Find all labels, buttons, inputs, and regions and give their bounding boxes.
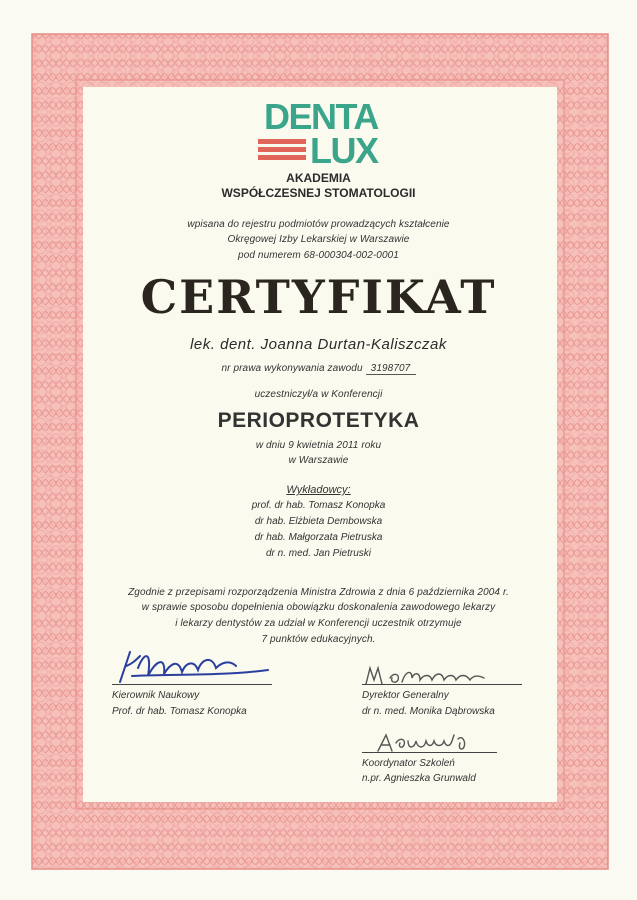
- event-date: w dniu 9 kwietnia 2011 roku: [255, 440, 382, 451]
- signature-role-training: Koordynator Szkoleń: [362, 758, 455, 769]
- license-line: [0, 363, 637, 375]
- signature-name-general: dr n. med. Monika Dąbrowska: [362, 706, 495, 717]
- event-city: w Warszawie: [288, 455, 349, 466]
- signature-line: [362, 752, 497, 753]
- logo-bar: [258, 147, 306, 152]
- signature-scientific-director: [112, 646, 272, 688]
- event-title: PERIOPROTETYKA: [217, 409, 420, 432]
- lecturer-name: prof. dr hab. Tomasz Konopka: [251, 500, 386, 511]
- recipient-name: lek. dent. Joanna Durtan-Kaliszczak: [190, 336, 447, 353]
- registration-line-2: Okręgowej Izby Lekarskiej w Warszawie: [227, 234, 410, 245]
- regulation-line-4: 7 punktów edukacyjnych.: [261, 634, 376, 645]
- logo-bar: [258, 155, 306, 160]
- regulation-line-3: i lekarzy dentystów za udział w Konferencji uczestnik otrzymuje: [175, 618, 462, 629]
- dentalux-logo: [258, 96, 408, 171]
- academy-line-1: AKADEMIA: [286, 171, 351, 185]
- signature-line: [112, 684, 272, 685]
- lecturer-name: dr n. med. Jan Pietruski: [265, 548, 372, 559]
- license-number: 3198707: [366, 363, 416, 375]
- signature-name-scientific: Prof. dr hab. Tomasz Konopka: [112, 706, 247, 717]
- academy-line-2: WSPÓŁCZESNEJ STOMATOLOGII: [221, 186, 416, 200]
- signature-role-general: Dyrektor Generalny: [362, 690, 449, 701]
- signature-role-scientific: Kierownik Naukowy: [112, 690, 200, 701]
- regulation-line-1: Zgodnie z przepisami rozporządzenia Ministra Zdrowia z dnia 6 października 2004 r.: [128, 587, 509, 598]
- lecturers-heading: Wykładowcy:: [286, 484, 351, 496]
- participation-text: uczestniczył/a w Konferencji: [254, 389, 383, 400]
- lecturer-name: dr hab. Małgorzata Pietruska: [254, 532, 383, 543]
- lecturer-name: dr hab. Elżbieta Dembowska: [254, 516, 383, 527]
- certificate-title: CERTYFIKAT: [140, 270, 497, 324]
- logo-text-lux: LUX: [310, 130, 378, 171]
- regulation-line-2: w sprawie sposobu dopełnienia obowiązku doskonalenia zawodowego lekarzy: [141, 602, 496, 613]
- signature-name-training: n.pr. Agnieszka Grunwald: [362, 773, 476, 784]
- signature-training-coordinator: [374, 731, 474, 753]
- registration-line-1: wpisana do rejestru podmiotów prowadzących kształcenie: [187, 219, 450, 230]
- signature-line: [362, 684, 522, 685]
- logo-text-denta: DENTA: [264, 96, 378, 137]
- registration-line-3: pod numerem 68-000304-002-0001: [238, 250, 399, 261]
- license-label: nr prawa wykonywania zawodu: [221, 363, 363, 374]
- logo-bar: [258, 139, 306, 144]
